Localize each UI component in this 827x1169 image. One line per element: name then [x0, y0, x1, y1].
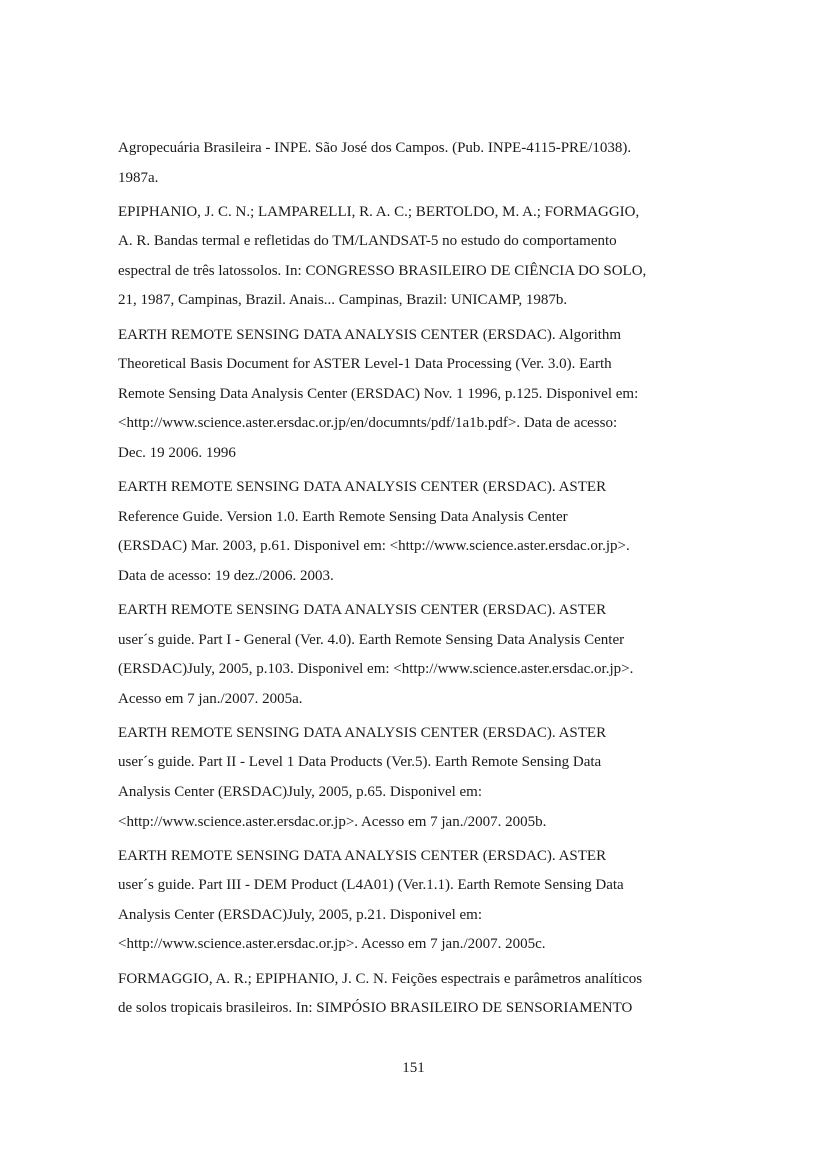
reference-line: EPIPHANIO, J. C. N.; LAMPARELLI, R. A. C.; BERTOLDO, M. A.; FORMAGGIO,: [118, 203, 640, 220]
reference-line: <http://www.science.aster.ersdac.or.jp>. Acesso em 7 jan./2007. 2005b.: [118, 813, 547, 830]
reference-line: Agropecuária Brasileira - INPE. São José dos Campos. (Pub. INPE-4115-PRE/1038).: [118, 140, 632, 156]
reference-line: Reference Guide. Version 1.0. Earth Remote Sensing Data Analysis Center: [118, 508, 568, 525]
reference-line: EARTH REMOTE SENSING DATA ANALYSIS CENTER (ERSDAC). ASTER: [118, 724, 607, 741]
reference-line: user´s guide. Part I - General (Ver. 4.0). Earth Remote Sensing Data Analysis Center: [118, 631, 625, 648]
reference-line: Theoretical Basis Document for ASTER Level-1 Data Processing (Ver. 3.0). Earth: [118, 356, 612, 373]
reference-list: [118, 134, 710, 1028]
reference-entry: [118, 134, 710, 193]
reference-entry: [118, 842, 710, 960]
reference-line: EARTH REMOTE SENSING DATA ANALYSIS CENTER (ERSDAC). ASTER: [118, 479, 607, 496]
reference-line: Acesso em 7 jan./2007. 2005a.: [118, 690, 303, 707]
reference-line: Analysis Center (ERSDAC)July, 2005, p.65. Disponivel em:: [118, 783, 483, 800]
reference-entry: [118, 321, 710, 469]
reference-line: de solos tropicais brasileiros. In: SIMPÓSIO BRASILEIRO DE SENSORIAMENTO: [118, 1000, 633, 1017]
reference-line: Dec. 19 2006. 1996: [118, 444, 236, 461]
reference-line: EARTH REMOTE SENSING DATA ANALYSIS CENTER (ERSDAC). ASTER: [118, 601, 607, 618]
reference-line: 21, 1987, Campinas, Brazil. Anais... Campinas, Brazil: UNICAMP, 1987b.: [118, 292, 568, 309]
reference-line: EARTH REMOTE SENSING DATA ANALYSIS CENTER (ERSDAC). ASTER: [118, 847, 607, 864]
reference-line: EARTH REMOTE SENSING DATA ANALYSIS CENTER (ERSDAC). Algorithm: [118, 326, 622, 343]
reference-line: user´s guide. Part III - DEM Product (L4A01) (Ver.1.1). Earth Remote Sensing Data: [118, 877, 624, 894]
reference-line: (ERSDAC) Mar. 2003, p.61. Disponivel em: <http://www.science.aster.ersdac.or.jp>.: [118, 538, 630, 555]
reference-line: A. R. Bandas termal e refletidas do TM/LANDSAT-5 no estudo do comportamento: [118, 233, 617, 250]
reference-entry: [118, 198, 710, 316]
reference-line: (ERSDAC)July, 2005, p.103. Disponivel em: <http://www.science.aster.ersdac.or.jp>.: [118, 661, 634, 678]
reference-line: <http://www.science.aster.ersdac.or.jp/en/documnts/pdf/1a1b.pdf>. Data de acesso:: [118, 415, 618, 432]
reference-line: <http://www.science.aster.ersdac.or.jp>. Acesso em 7 jan./2007. 2005c.: [118, 936, 546, 953]
reference-line: 1987a.: [118, 169, 159, 186]
reference-line: Remote Sensing Data Analysis Center (ERSDAC) Nov. 1 1996, p.125. Disponivel em:: [118, 385, 639, 402]
reference-line: FORMAGGIO, A. R.; EPIPHANIO, J. C. N. Feições espectrais e parâmetros analíticos: [118, 970, 643, 987]
reference-entry: [118, 719, 710, 837]
reference-entry: [118, 965, 710, 1024]
page-number: 151: [402, 1060, 425, 1076]
reference-line: Analysis Center (ERSDAC)July, 2005, p.21. Disponivel em:: [118, 906, 483, 923]
reference-line: user´s guide. Part II - Level 1 Data Products (Ver.5). Earth Remote Sensing Data: [118, 754, 602, 771]
reference-line: espectral de três latossolos. In: CONGRESSO BRASILEIRO DE CIÊNCIA DO SOLO,: [118, 262, 647, 279]
reference-line: Data de acesso: 19 dez./2006. 2003.: [118, 567, 334, 584]
reference-entry: [118, 473, 710, 591]
reference-entry: [118, 596, 710, 714]
